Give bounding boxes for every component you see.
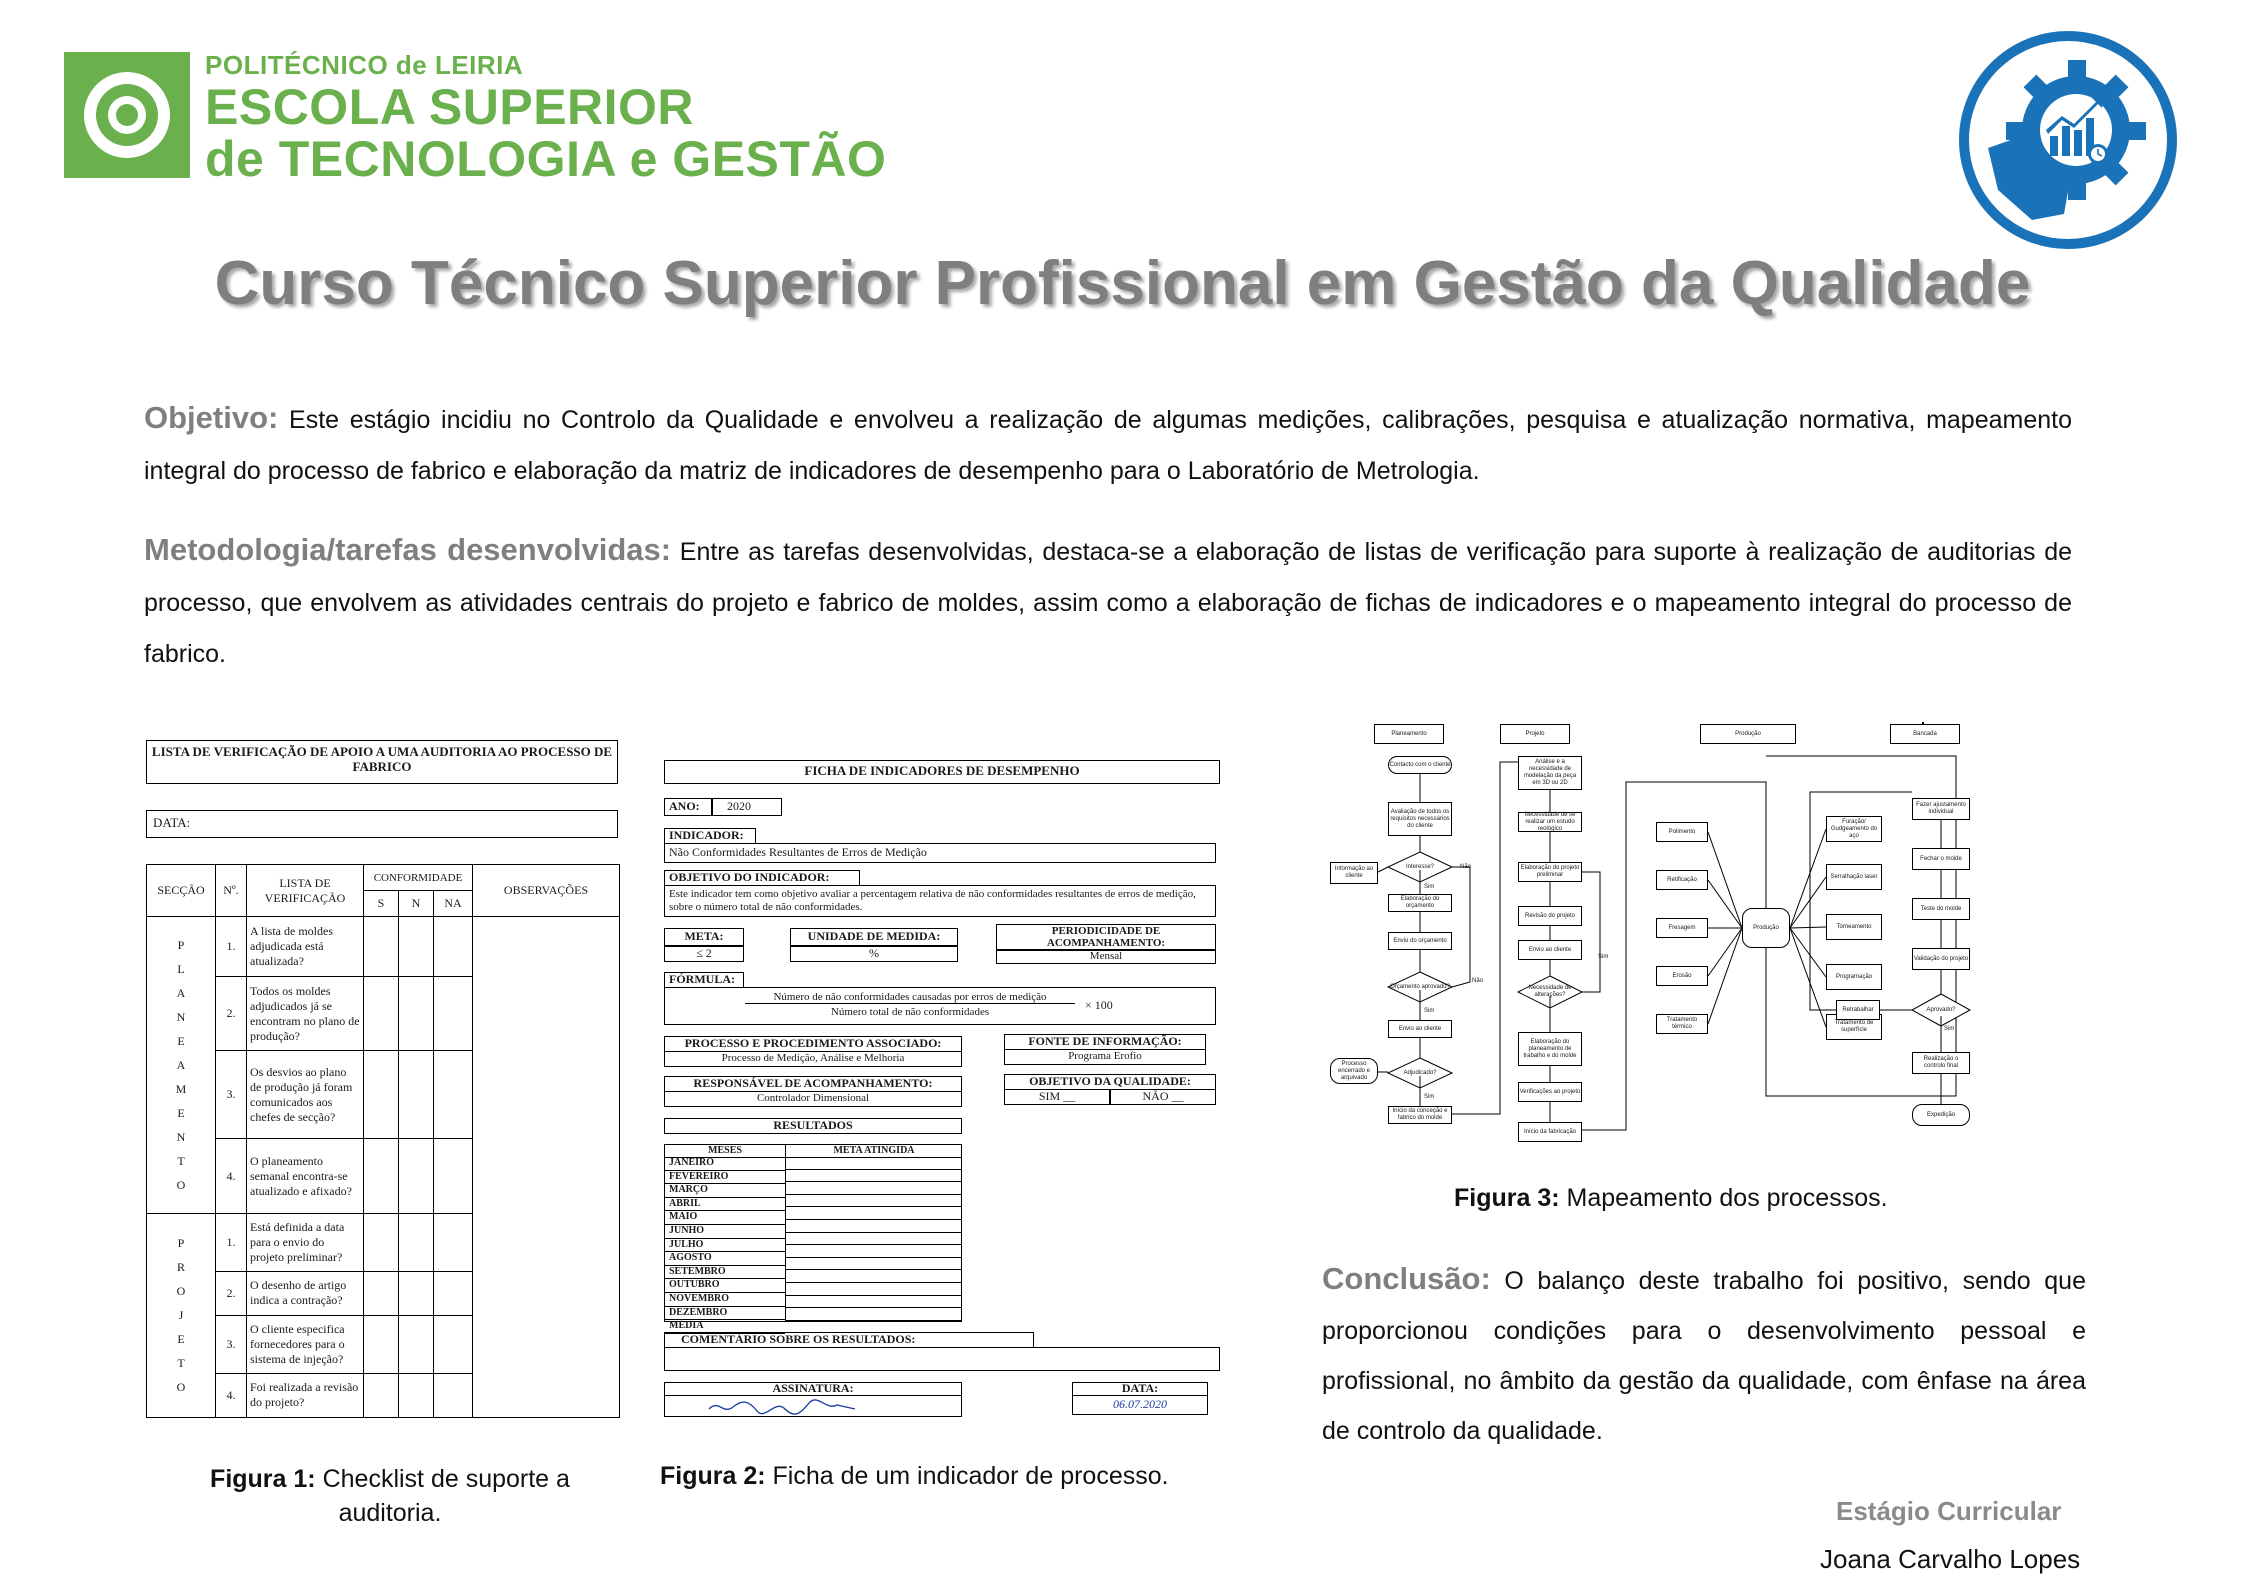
connector-line: [1708, 832, 1742, 928]
table-row: Todos os moldes adjudicados já se encontram no plano de produção?: [247, 977, 364, 1051]
lane-produção: Produção: [1700, 724, 1796, 744]
figure-3-caption-label: Figura 3:: [1454, 1184, 1560, 1212]
month-row: MAIO: [665, 1211, 785, 1225]
target-row: [786, 1220, 962, 1233]
month-row: FEVEREIRO: [665, 1171, 785, 1185]
table-row: O desenho de artigo indica a contração?: [247, 1271, 364, 1315]
target-row: [786, 1207, 962, 1220]
check-cell: [399, 1315, 434, 1373]
planeamento-step: Elaboração do orçamento: [1388, 894, 1452, 912]
month-row: JUNHO: [665, 1225, 785, 1239]
connector-line: [1790, 928, 1826, 1027]
logo-line-3: de TECNOLOGIA e GESTÃO: [205, 131, 887, 187]
source-label: FONTE DE INFORMAÇÃO:: [1004, 1034, 1206, 1050]
sheet-title: FICHA DE INDICADORES DE DESEMPENHO: [664, 760, 1220, 784]
target-row: [786, 1308, 962, 1321]
bancada-step: Realização o controlo final: [1912, 1052, 1970, 1074]
meta-value: ≤ 2: [664, 946, 744, 962]
check-cell: [434, 1213, 473, 1271]
target-row: [786, 1283, 962, 1296]
month-row: MÉDIA: [665, 1320, 785, 1334]
target-row: [786, 1245, 962, 1258]
producao-left-step: Fresagem: [1656, 918, 1708, 938]
producao-left-step: Retificação: [1656, 870, 1708, 890]
figure-2-caption: [660, 1462, 1230, 1491]
quality-no: NÃO __: [1110, 1089, 1216, 1105]
producao-right-step: Tratamento de superfície: [1826, 1014, 1882, 1040]
month-row: SETEMBRO: [665, 1266, 785, 1280]
period-value: Mensal: [996, 950, 1216, 964]
formula-multiplier: × 100: [1085, 998, 1113, 1012]
checklist-table: [146, 864, 620, 1418]
projeto-step: Envio ao cliente: [1518, 940, 1582, 960]
col-num: Nº.: [216, 865, 247, 917]
comment-label: COMENTÁRIO SOBRE OS RESULTADOS:: [664, 1332, 1034, 1348]
col-s: S: [364, 891, 399, 917]
figure-1-caption-text: Checklist de suporte a auditoria.: [322, 1465, 570, 1527]
indicator-value: Não Conformidades Resultantes de Erros de Medição: [664, 843, 1216, 863]
figure-2-caption-label: Figura 2:: [660, 1462, 766, 1490]
check-cell: [399, 1139, 434, 1213]
month-row: ABRIL: [665, 1198, 785, 1212]
responsible-label: RESPONSÁVEL DE ACOMPANHAMENTO:: [664, 1076, 962, 1092]
period-label: PERIODICIDADE DE ACOMPANHAMENTO:: [996, 924, 1216, 950]
decision-label: Sim: [1424, 884, 1435, 890]
producao-left-step: Polimento: [1656, 822, 1708, 842]
quality-yes: SIM __: [1004, 1089, 1110, 1105]
planeamento-step: Envio ao cliente: [1388, 1020, 1452, 1038]
col-section: SECÇÃO: [147, 865, 216, 917]
month-row: JULHO: [665, 1239, 785, 1253]
responsible-value: Controlador Dimensional: [664, 1091, 962, 1107]
signature-box: [664, 1395, 962, 1417]
check-cell: [364, 1139, 399, 1213]
year-value: 2020: [712, 798, 782, 816]
figure-3-process-map: [1330, 722, 1980, 1142]
producao-left-step: Tratamento térmico: [1656, 1014, 1708, 1034]
projeto-step: Necessidade de alterações?: [1528, 985, 1572, 998]
table-row: 2.: [216, 1271, 247, 1315]
check-cell: [364, 1051, 399, 1139]
col-list: LISTA DE VERIFICAÇÃO: [247, 865, 364, 917]
connector-line: [1790, 877, 1826, 928]
connector-line: [1790, 927, 1826, 928]
check-cell: [399, 1373, 434, 1417]
projeto-step: Análise e a necessidade de modelação da peça em 3D ou 2D: [1518, 756, 1582, 790]
objective-paragraph: [144, 392, 2072, 497]
connector-line: [1790, 928, 1826, 977]
planeamento-step: Adjudicado?: [1403, 1069, 1437, 1076]
conclusion-paragraph: [1322, 1254, 2086, 1456]
target-row: [786, 1170, 962, 1183]
check-cell: [434, 1139, 473, 1213]
signature-label: ASSINATURA:: [664, 1382, 962, 1396]
gear-chart-icon: [1958, 30, 2178, 250]
producao-left-step: Erosão: [1656, 966, 1708, 986]
sheet-date-label: DATA:: [1072, 1382, 1208, 1396]
checklist-title: LISTA DE VERIFICAÇÃO DE APOIO A UMA AUDITORIA AO PROCESSO DE FABRICO: [146, 740, 618, 784]
table-row: Está definida a data para o envio do projeto preliminar?: [247, 1213, 364, 1271]
month-row: JANEIRO: [665, 1157, 785, 1171]
projeto-step: Elaboração do projeto preliminar: [1518, 862, 1582, 882]
target-row: [786, 1233, 962, 1246]
connector-line: [1582, 872, 1600, 992]
check-cell: [434, 1271, 473, 1315]
bancada-rework: Retrabalhar: [1836, 1000, 1880, 1020]
side-info-client: Informação ao cliente: [1330, 862, 1378, 884]
process-value: Processo de Medição, Análise e Melhoria: [664, 1051, 962, 1067]
month-row: NOVEMBRO: [665, 1293, 785, 1307]
decision-label: Sim: [1598, 954, 1609, 960]
section-planeamento: [147, 917, 216, 1214]
projeto-step: Elaboração do planeamento de trabalho e do molde: [1518, 1032, 1582, 1066]
lane-bancada: Bancada: [1890, 724, 1960, 744]
methodology-paragraph: [144, 524, 2072, 680]
table-row: 2.: [216, 977, 247, 1051]
objective-ind-label: OBJETIVO DO INDICADOR:: [664, 870, 860, 886]
target-row: [786, 1182, 962, 1195]
connector-line: [1452, 867, 1470, 987]
connector-line: [1708, 880, 1742, 928]
connector-line: [1452, 762, 1518, 1114]
logo-line-2: ESCOLA SUPERIOR: [205, 79, 695, 135]
target-header: META ATINGIDA: [785, 1145, 962, 1158]
table-row: Os desvios ao plano de produção já foram comunicados aos chefes de secção?: [247, 1051, 364, 1139]
planeamento-step: Envio do orçamento: [1388, 932, 1452, 950]
table-row: A lista de moldes adjudicada está atualizada?: [247, 917, 364, 977]
target-row: [786, 1270, 962, 1283]
objective-label: Objetivo:: [144, 400, 279, 435]
process-label: PROCESSO E PROCEDIMENTO ASSOCIADO:: [664, 1036, 962, 1052]
results-table: [664, 1144, 962, 1332]
figure-2-caption-text: Ficha de um indicador de processo.: [772, 1462, 1169, 1490]
source-value: Programa Erofio: [1004, 1049, 1206, 1065]
figure-3-caption: [1454, 1184, 2014, 1213]
page-title: Curso Técnico Superior Profissional em Gestão da Qualidade: [214, 249, 2031, 318]
check-cell: [434, 977, 473, 1051]
lane-projeto: Projeto: [1500, 724, 1570, 744]
year-label: ANO:: [664, 798, 712, 816]
table-row: 3.: [216, 1315, 247, 1373]
target-row: [786, 1258, 962, 1271]
bancada-step: Fazer ajustamento individual: [1912, 798, 1970, 820]
check-cell: [364, 917, 399, 977]
check-cell: [434, 1373, 473, 1417]
decision-label: Sim: [1424, 1094, 1435, 1100]
logo-dot-inner-shape: [116, 104, 138, 126]
bancada-step: Fechar o molde: [1912, 848, 1970, 870]
check-cell: [364, 1213, 399, 1271]
lane-planeamento: Planeamento: [1374, 724, 1444, 744]
check-cell: [399, 917, 434, 977]
indicator-label: INDICADOR:: [664, 828, 756, 844]
months-header: MESES: [665, 1145, 785, 1158]
section-projeto-text: P R O J E T O: [176, 1236, 186, 1395]
planeamento-step: Avaliação de todos os requisitos necessários do cliente: [1388, 802, 1452, 836]
col-observations: OBSERVAÇÕES: [473, 865, 620, 917]
table-row: 1.: [216, 1213, 247, 1271]
formula-label: FÓRMULA:: [664, 972, 744, 988]
projeto-step: Necessidade de se realizar um estudo reológico: [1518, 812, 1582, 832]
connector-line: [1708, 928, 1742, 1024]
methodology-text: Entre as tarefas desenvolvidas, destaca-se a elaboração de listas de verificação para suporte à realização de auditorias de processo, que envolvem as atividades centrais do projeto e fabrico de moldes, assim como a elaboração de fichas de indicadores e o mapeamento integral do processo de fabrico.: [144, 538, 2072, 668]
formula-box: [664, 987, 1216, 1025]
section-projeto: [147, 1213, 216, 1417]
check-cell: [364, 1315, 399, 1373]
month-row: AGOSTO: [665, 1252, 785, 1266]
col-n: N: [399, 891, 434, 917]
check-cell: [364, 1271, 399, 1315]
target-list: [785, 1157, 962, 1321]
check-cell: [399, 1213, 434, 1271]
objective-text: Este estágio incidiu no Controlo da Qualidade e envolveu a realização de algumas medições, calibrações, pesquisa e atualização normativa, mapeamento integral do processo de fabrico e elaboração da matriz de indicadores de desempenho para o Laboratório de Metrologia.: [144, 406, 2072, 485]
target-row: [786, 1296, 962, 1309]
producao-right-step: Furação/ Gudgeamento do aço: [1826, 816, 1882, 842]
formula-numerator: Número de não conformidades causadas por erros de medição: [745, 991, 1075, 1004]
projeto-step: Revisão do projeto: [1518, 906, 1582, 926]
decision-label: Sim: [1424, 1008, 1435, 1014]
meta-label: META:: [664, 928, 744, 946]
bancada-step: Validação do projeto: [1912, 948, 1970, 970]
formula-denominator: Número total de não conformidades: [830, 1006, 990, 1018]
col-na: NA: [434, 891, 473, 917]
sheet-date-value: 06.07.2020: [1072, 1395, 1208, 1415]
months-list: [665, 1157, 785, 1334]
col-conformity: CONFORMIDADE: [364, 865, 473, 891]
month-row: DEZEMBRO: [665, 1307, 785, 1321]
figure-3-caption-text: Mapeamento dos processos.: [1566, 1184, 1888, 1212]
comment-box: [664, 1347, 1220, 1371]
decision-label: Não: [1472, 978, 1484, 984]
producao-center: Produção: [1742, 908, 1790, 948]
check-cell: [434, 1051, 473, 1139]
target-row: [786, 1157, 962, 1170]
signature-scribble: [705, 1397, 865, 1417]
logo-line-1: POLITÉCNICO de LEIRIA: [205, 50, 524, 80]
spacer2: [1922, 722, 1924, 724]
planeamento-step: Início da conceção e fabrico do molde: [1388, 1106, 1452, 1124]
objective-ind-value: Este indicador tem como objetivo avaliar a percentagem relativa de não conformidades resultantes de erros de medição, sobre o número total de não conformidades.: [664, 885, 1216, 917]
connector-line: [1708, 928, 1742, 976]
results-label: RESULTADOS: [664, 1118, 962, 1134]
producao-right-step: Torneamento: [1826, 914, 1882, 940]
check-cell: [399, 1051, 434, 1139]
observations-cell: [473, 917, 620, 1418]
author-name: Joana Carvalho Lopes: [1820, 1544, 2081, 1574]
bancada-step: Teste do molde: [1912, 898, 1970, 920]
target-row: [786, 1195, 962, 1208]
methodology-label: Metodologia/tarefas desenvolvidas:: [144, 532, 672, 567]
check-cell: [434, 1315, 473, 1373]
connector-line: [1790, 829, 1826, 928]
table-row: Foi realizada a revisão do projeto?: [247, 1373, 364, 1417]
projeto-step: Início da fabricação: [1518, 1122, 1582, 1142]
table-row: 3.: [216, 1051, 247, 1139]
table-row: 4.: [216, 1373, 247, 1417]
check-cell: [399, 977, 434, 1051]
conclusion-text: O balanço deste trabalho foi positivo, sendo que proporcionou condições para o desenvolvimento pessoal e profissional, no âmbito da gestão da qualidade, com ênfase na área de controlo da qualidade.: [1322, 1267, 2086, 1445]
table-row: 4.: [216, 1139, 247, 1213]
check-cell: [364, 1373, 399, 1417]
planeamento-step: Interesse?: [1405, 863, 1435, 870]
check-cell: [434, 917, 473, 977]
figure-1-caption: [170, 1462, 610, 1530]
check-cell: [364, 977, 399, 1051]
planeamento-step: Contacto com o cliente: [1388, 756, 1452, 774]
quality-label: OBJETIVO DA QUALIDADE:: [1004, 1074, 1216, 1090]
month-row: OUTUBRO: [665, 1279, 785, 1293]
producao-right-step: Serralhação laser: [1826, 864, 1882, 890]
section-planeamento-text: P L A N E A M E N T O: [175, 937, 187, 1192]
producao-right-step: Programação: [1826, 964, 1882, 990]
check-cell: [399, 1271, 434, 1315]
unit-label: UNIDADE DE MEDIDA:: [790, 928, 958, 946]
figure-1-checklist: [146, 740, 620, 1418]
table-row: O planeamento semanal encontra-se atualizado e afixado?: [247, 1139, 364, 1213]
planeamento-step: Orçamento aprovado?: [1390, 983, 1450, 990]
checklist-date-label: DATA:: [146, 810, 618, 838]
bancada-step: Expedição: [1912, 1104, 1970, 1126]
figure-2-indicator-sheet: [660, 754, 1226, 1424]
month-row: MARÇO: [665, 1184, 785, 1198]
stage-label: Estágio Curricular: [1836, 1496, 2062, 1526]
conclusion-label: Conclusão:: [1322, 1261, 1491, 1296]
table-row: O cliente especifica fornecedores para o sistema de injeção?: [247, 1315, 364, 1373]
bancada-step: Aprovado?: [1926, 1006, 1956, 1013]
connector-line: [1378, 867, 1388, 872]
unit-value: %: [790, 946, 958, 962]
table-row: 1.: [216, 917, 247, 977]
side-closed: Processo encerrado e arquivado: [1330, 1058, 1378, 1084]
figure-1-caption-label: Figura 1:: [210, 1465, 316, 1493]
decision-label: Não: [1460, 864, 1472, 870]
decision-label: Sim: [1944, 1026, 1955, 1032]
projeto-step: Verificações ao projeto: [1518, 1082, 1582, 1102]
